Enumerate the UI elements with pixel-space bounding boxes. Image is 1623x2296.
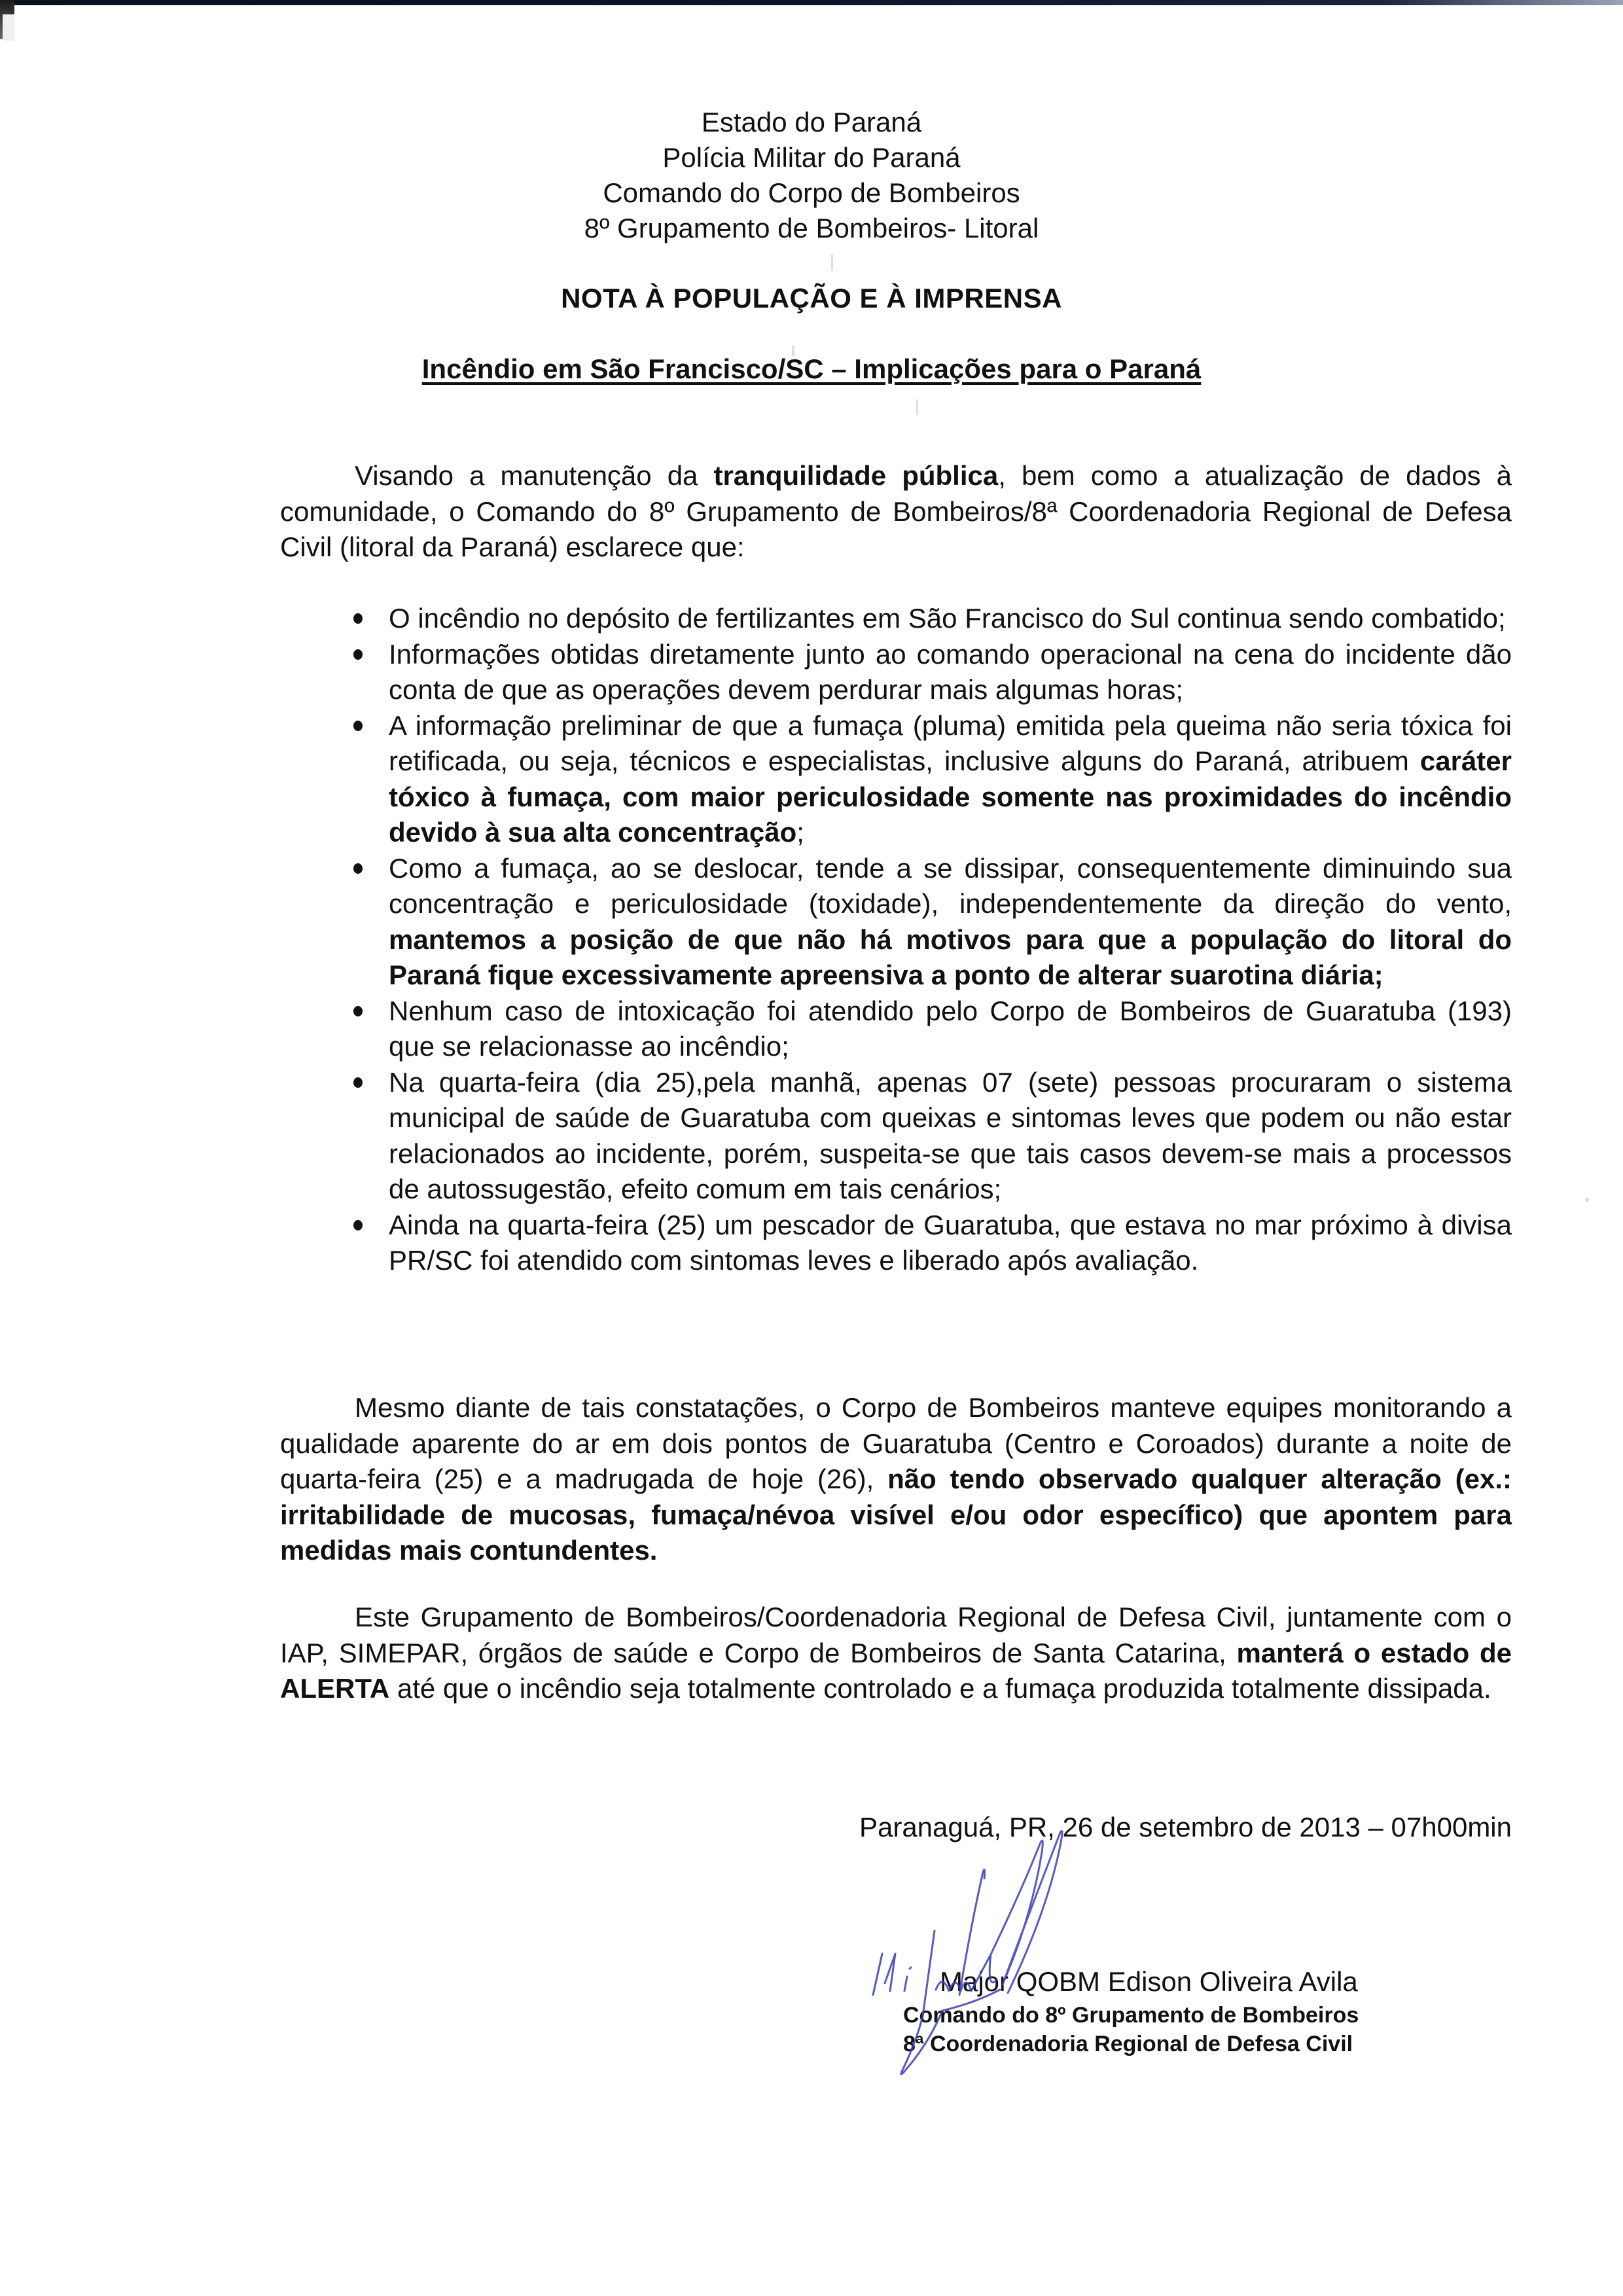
monitoring-paragraph [280,1390,1512,1569]
bullet-icon [353,1006,363,1016]
bullet-icon [353,1077,363,1088]
list-item [280,1065,1512,1208]
bullet-icon [353,613,363,624]
bullet-text: O incêndio no depósito de fertilizantes em São Francisco do Sul continua sendo combatido; [389,603,1506,634]
list-item [280,1208,1512,1279]
bullet-text: Nenhum caso de intoxicação foi atendido pelo Corpo de Bombeiros de Guaratuba (193) que se relacionasse ao incêndio; [389,995,1512,1062]
signature-stroke [873,1954,895,1995]
letterhead [0,105,1623,246]
signature-stroke [991,1831,1062,1994]
list-item [280,994,1512,1065]
signature-stroke [901,1931,942,2074]
scan-speck [916,399,918,415]
bullet-text: Na quarta-feira (dia 25),pela manhã, apenas 07 (sete) pessoas procuraram o sistema municipal de saúde de Guaratuba com queixas e sintomas leves que podem ou não estar relacionados ao incidente, porém, suspeita-se que tais casos devem-se mais a processos de autossugestão, efeito comum em tais cenários; [389,1066,1512,1204]
intro-bold: tranquilidade pública [713,460,999,491]
signature-stroke [942,1990,1000,2011]
list-item [280,851,1512,994]
document-subtitle [0,353,1623,385]
bullet-text: Informações obtidas diretamente junto ao comando operacional na cena do incidente dão conta de que as operações devem perdurar mais algumas horas; [389,638,1512,705]
scan-speck [792,346,794,356]
alert-paragraph [280,1600,1512,1707]
bullet-icon [353,863,363,874]
dateline: Paranaguá, PR, 26 de setembro de 2013 – 07h00min [859,1812,1512,1842]
list-item [280,637,1512,708]
bullet-icon [353,1220,363,1230]
alert-bold: manterá o estado de ALERTA [280,1637,1512,1704]
signer-name: Major QOBM Edison Oliveira Avila [940,1966,1358,1997]
signature-stroke [959,1870,985,1995]
handwritten-signature [831,1820,1106,2094]
list-item [280,601,1512,637]
monitoring-text: Mesmo diante de tais constatações, o Corpo de Bombeiros manteve equipes monitorando a qualidade aparente do ar em dois pontos de Guaratuba (Centro e Coroados) durante a noite de quarta-feira (25) e a madrugada de hoje (26), [280,1392,1512,1494]
bullet-text: A informação preliminar de que a fumaça (pluma) emitida pela queima não seria tóxica foi retificada, ou seja, técnicos e especialistas, inclusive alguns do Paraná, atribuem [389,709,1512,776]
document-subtitle-text: Incêndio em São Francisco/SC – Implicações para o Paraná [421,353,1202,384]
bullet-tail: ; [796,817,804,848]
signer-unit: Comando do 8º Grupamento de Bombeiros [903,2003,1359,2028]
alert-text-1: Este Grupamento de Bombeiros/Coordenadoria Regional de Defesa Civil, juntamente com o IAP, SIMEPAR, órgãos de saúde e Corpo de Bombeiros de Santa Catarina, [280,1602,1512,1668]
signature-stroke [904,1967,911,1991]
bullet-text: Como a fumaça, ao se deslocar, tende a se dissipar, consequentemente diminuindo sua concentração e periculosidade (toxidade), independentemente da direção do vento, [389,852,1512,919]
signer-unit-2: 8ª Coordenadoria Regional de Defesa Civil [903,2032,1353,2056]
bullet-text: Ainda na quarta-feira (25) um pescador de Guaratuba, que estava no mar próximo à divisa PR/SC foi atendido com sintomas leves e liberado após avaliação. [389,1209,1512,1276]
letterhead-command: Comando do Corpo de Bombeiros [603,177,1020,208]
letterhead-police: Polícia Militar do Paraná [662,142,961,173]
intro-text-2: , bem como a atualização de dados à comunidade, o Comando do 8º Grupamento de Bombeiros/8ª Coordenadoria Regional de Defesa Civil (litoral da Paraná) esclarece que: [280,460,1512,562]
letterhead-group: 8º Grupamento de Bombeiros- Litoral [584,213,1039,243]
list-item [280,708,1512,851]
bullet-icon [353,721,363,731]
bullet-icon [353,649,363,660]
monitoring-bold: não tendo observado qualquer alteração (ex.: irritabilidade de mucosas, fumaça/névoa visível e/ou odor específico) que apontem para medidas mais contundentes. [280,1463,1512,1566]
letterhead-state: Estado do Paraná [701,107,922,137]
intro-text-1: Visando a manutenção da [355,460,714,491]
document-title: NOTA À POPULAÇÃO E À IMPRENSA [561,283,1062,314]
bullet-bold-text: caráter tóxico à fumaça, com maior periculosidade somente nas proximidades do incêndio devido à sua alta concentração [389,745,1512,848]
alert-text-2: até que o incêndio seja totalmente controlado e a fumaça produzida totalmente dissipada. [389,1673,1491,1704]
intro-paragraph [280,458,1512,565]
scan-speck [1585,1198,1589,1202]
bullet-bold-text: mantemos a posição de que não há motivos para que a população do litoral do Paraná fique excessivamente apreensiva a ponto de alterar suarotina diária; [389,924,1512,990]
scan-speck [831,254,833,271]
bullet-list [280,601,1512,1279]
